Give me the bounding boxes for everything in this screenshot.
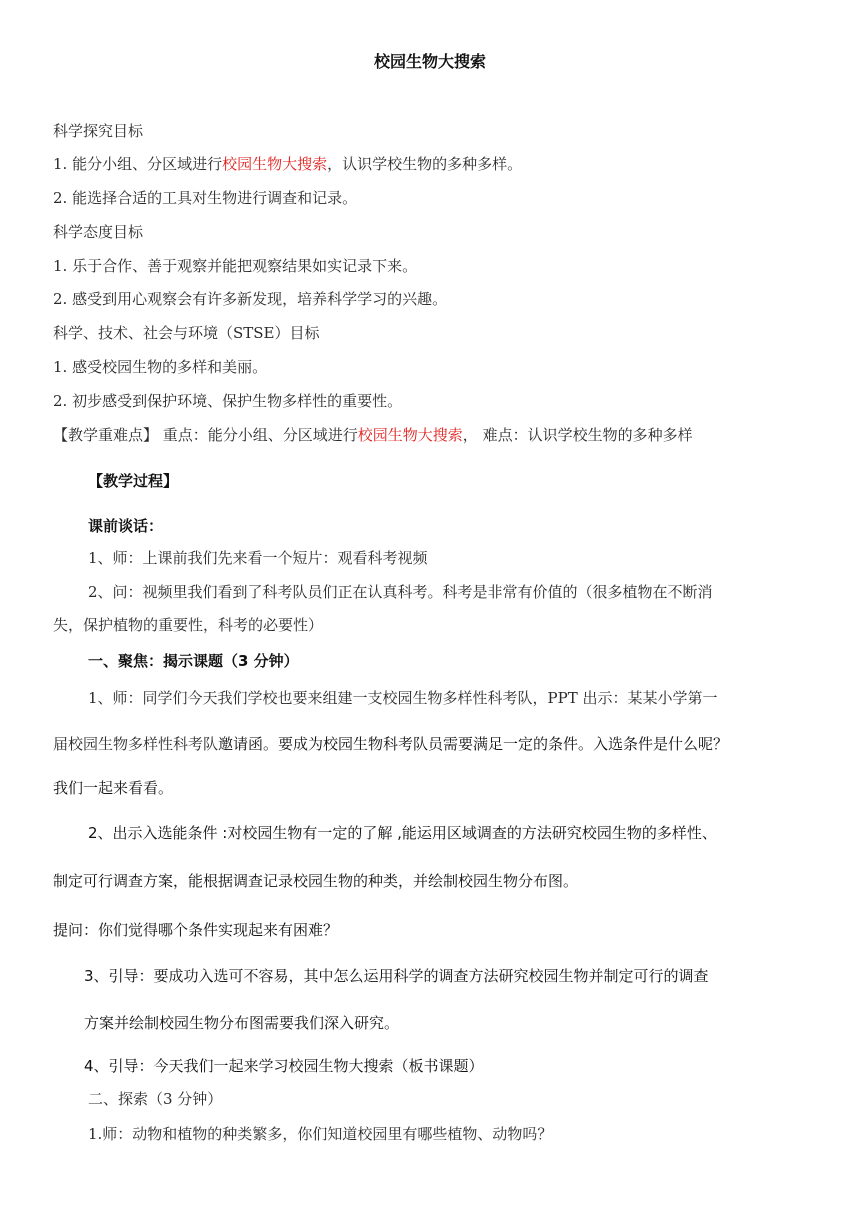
focus-p3-line-1: 3、引导：要成功入选可不容易，其中怎么运用科学的调查方法研究校园生物并制定可行的调查	[84, 967, 709, 985]
pre-talk-line-1: 1、师：上课前我们先来看一个短片：观看科考视频	[88, 549, 428, 567]
stse-goals-heading: 科学、技术、社会与环境（STSE）目标	[53, 324, 320, 342]
inquiry-goal-1	[53, 155, 522, 173]
key-points	[53, 426, 693, 444]
process-heading: 【教学过程】	[88, 472, 179, 490]
pre-talk-line-2: 2、问：视频里我们看到了科考队员们正在认真科考。科考是非常有价值的（很多植物在不断消	[88, 583, 713, 601]
stse-goal-2: 2. 初步感受到保护环境、保护生物多样性的重要性。	[53, 392, 403, 410]
focus-p1-line-2-tail: 邀请函。要成为校园生物科考队员需要满足一定的条件。入选条件是什么呢？	[218, 735, 729, 753]
key-points-highlight: 校园生物大搜索	[357, 426, 463, 444]
focus-p4: 4、引导：今天我们一起来学习校园生物大搜索（板书课题）	[84, 1057, 484, 1075]
attitude-goal-2: 2. 感受到用心观察会有许多新发现，培养科学学习的兴趣。	[53, 290, 448, 308]
focus-p1-line-2-text: 届校园生物多样性科考队	[53, 735, 219, 753]
document-title: 校园生物大搜索	[373, 52, 486, 71]
inquiry-goal-1-text: 1. 能分小组、分区域进行	[53, 155, 223, 173]
focus-p1-line-3: 我们一起来看看。	[53, 779, 174, 797]
pre-talk-heading: 课前谈话：	[88, 517, 164, 535]
inquiry-goals-heading: 科学探究目标	[53, 122, 144, 140]
highlighted-topic: 校园生物大搜索	[222, 155, 328, 173]
explore-p1: 1.师：动物和植物的种类繁多，你们知道校园里有哪些植物、动物吗？	[88, 1125, 553, 1143]
inquiry-goal-1-tail: ，认识学校生物的多种多样。	[327, 155, 523, 173]
focus-p2-line-2: 制定可行调查方案，能根据调查记录校园生物的种类，并绘制校园生物分布图。	[53, 872, 579, 890]
focus-p1-line-2	[53, 735, 728, 754]
key-points-tail: ， 难点：认识学校生物的多种多样	[462, 426, 693, 444]
focus-question: 提问：你们觉得哪个条件实现起来有困难？	[53, 921, 339, 939]
stse-goal-1: 1. 感受校园生物的多样和美丽。	[53, 358, 268, 376]
focus-heading: 一、聚焦：揭示课题（3 分钟）	[88, 652, 299, 670]
focus-p3-line-2: 方案并绘制校园生物分布图需要我们深入研究。	[84, 1014, 400, 1032]
focus-p2-line-1: 2、出示入选能条件 :对校园生物有一定的了解 ,能运用区域调查的方法研究校园生物的多样性、	[88, 824, 717, 842]
attitude-goals-heading: 科学态度目标	[53, 223, 144, 241]
focus-p1-line-1: 1、师：同学们今天我们学校也要来组建一支校园生物多样性科考队，PPT 出示：某某小学第一	[88, 689, 718, 707]
attitude-goal-1: 1. 乐于合作、善于观察并能把观察结果如实记录下来。	[53, 257, 418, 275]
key-points-text: 【教学重难点】 重点：能分小组、分区域进行	[53, 426, 358, 444]
explore-heading: 二、探索（3 分钟）	[88, 1090, 223, 1108]
pre-talk-line-2-cont: 失，保护植物的重要性，科考的必要性）	[53, 616, 324, 634]
inquiry-goal-2: 2. 能选择合适的工具对生物进行调查和记录。	[53, 189, 358, 207]
